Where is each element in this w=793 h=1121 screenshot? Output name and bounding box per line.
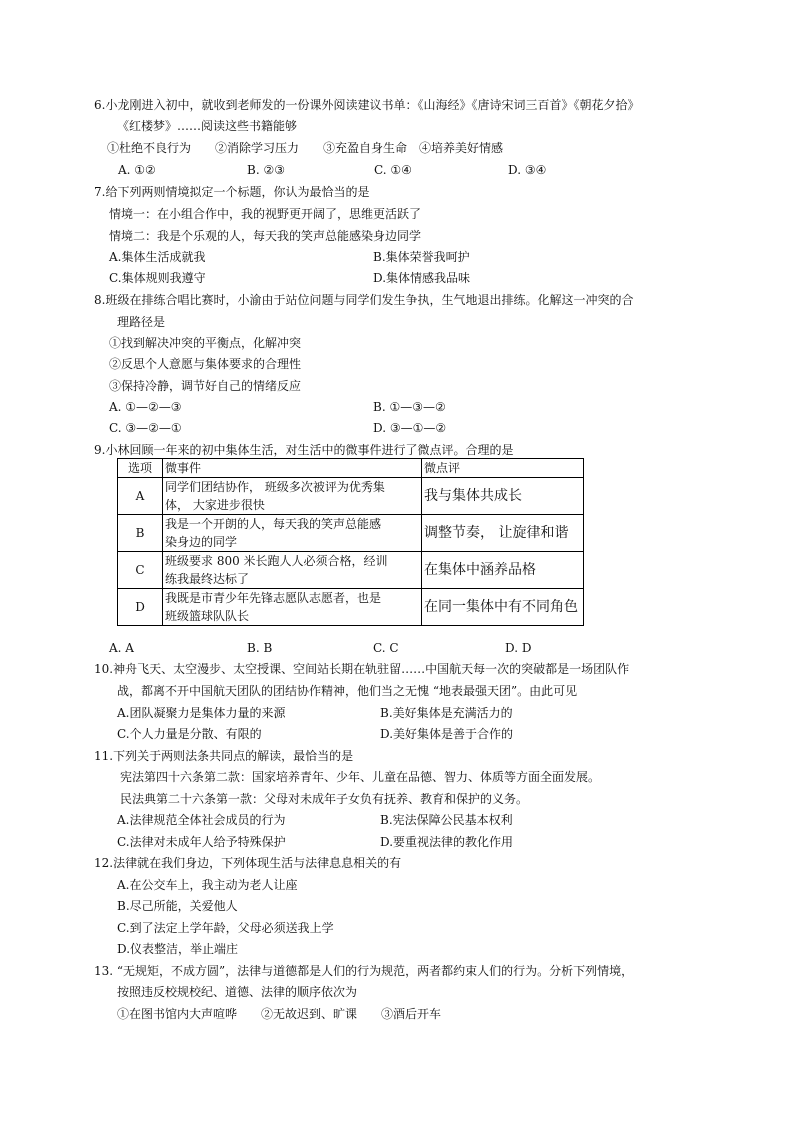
- q11-option-d: D.要重视法律的教化作用: [380, 835, 514, 849]
- q7-stem: 7.给下列两则情境拟定一个标题，你认为最恰当的是: [94, 185, 370, 199]
- table-row: [118, 515, 584, 552]
- q9-option-a: A. A: [109, 641, 134, 655]
- q7-situation-2: 情境二：我是个乐观的人，每天我的笑声总能感染身边同学: [109, 229, 422, 243]
- q10-option-d: D.美好集体是善于合作的: [380, 727, 514, 741]
- q11-option-c: C.法律对未成年人给予特殊保护: [117, 835, 286, 849]
- q13-stem-line2: 按照违反校规校纪、道德、法律的顺序依次为: [117, 985, 358, 999]
- q9-row-comment: 调整节奏， 让旋律和谐: [422, 515, 584, 552]
- q6-option-c: C. ①④: [374, 163, 412, 177]
- q12-option-b: B.尽己所能，关爱他人: [117, 899, 238, 913]
- q9-table: [117, 458, 584, 626]
- q9-row-option: A: [118, 478, 163, 515]
- q7-option-c: C.集体规则我遵守: [109, 271, 206, 285]
- q9-option-c: C. C: [373, 641, 399, 655]
- q8-stem-line2: 理路径是: [117, 315, 166, 329]
- q9-row-event: 我既是市青少年先锋志愿队志愿者，也是 班级篮球队队长: [163, 589, 422, 626]
- q11-option-a: A.法律规范全体社会成员的行为: [117, 813, 286, 827]
- q6-items: ①杜绝不良行为 ②消除学习压力 ③充盈自身生命 ④培养美好情感: [107, 141, 504, 155]
- q10-option-b: B.美好集体是充满活力的: [380, 706, 513, 720]
- q12-option-d: D.仪表整洁，举止端庄: [117, 942, 239, 956]
- q6-stem-line1: 6.小龙刚进入初中，就收到老师发的一份课外阅读建议书单：《山海经》《唐诗宋词三百首》《朝花夕拾》: [94, 98, 640, 112]
- q11-stem: 11.下列关于两则法条共同点的解读，最恰当的是: [94, 749, 354, 763]
- q9-row-option: B: [118, 515, 163, 552]
- q9-row-option: C: [118, 552, 163, 589]
- q9-header-comment: 微点评: [422, 459, 584, 478]
- q9-header-option: 选项: [118, 459, 163, 478]
- q9-row-comment: 我与集体共成长: [422, 478, 584, 515]
- q9-stem: 9.小林回顾一年来的初中集体生活，对生活中的微事件进行了微点评。合理的是: [94, 443, 514, 457]
- q12-option-a: A.在公交车上，我主动为老人让座: [117, 878, 298, 892]
- q9-row-option: D: [118, 589, 163, 626]
- q9-row-event: 同学们团结协作， 班级多次被评为优秀集 体， 大家进步很快: [163, 478, 422, 515]
- q8-option-a: A. ①—②—③: [109, 400, 182, 414]
- q12-option-c: C.到了法定上学年龄，父母必须送我上学: [117, 921, 334, 935]
- q8-option-d: D. ③—①—②: [373, 421, 447, 435]
- q8-option-c: C. ③—②—①: [109, 421, 182, 435]
- q8-option-b: B. ①—③—②: [373, 400, 446, 414]
- q8-stem-line1: 8.班级在排练合唱比赛时，小渝由于站位问题与同学们发生争执，生气地退出排练。化解这一冲突的合: [94, 293, 634, 307]
- q6-stem-line2: 《红楼梦》……阅读这些书籍能够: [117, 119, 298, 133]
- q9-row-event: 班级要求 800 米长跑人人必须合格，经训 练我最终达标了: [163, 552, 422, 589]
- q10-option-c: C.个人力量是分散、有限的: [117, 727, 262, 741]
- q9-row-comment: 在同一集体中有不同角色: [422, 589, 584, 626]
- q13-stem-line1: 13. “无规矩，不成方圆”，法律与道德都是人们的行为规范，两者都约束人们的行为。分析下列情境，: [94, 964, 634, 978]
- q11-law-1: 宪法第四十六条第二款：国家培养青年、少年、儿童在品德、智力、体质等方面全面发展。: [120, 770, 601, 784]
- q8-item-2: ②反思个人意愿与集体要求的合理性: [109, 357, 302, 371]
- q9-header-event: 微事件: [163, 459, 422, 478]
- q11-law-2: 民法典第二十六条第一款：父母对未成年子女负有抚养、教育和保护的义务。: [120, 792, 529, 806]
- table-row: [118, 478, 584, 515]
- table-row: [118, 589, 584, 626]
- q6-option-b: B. ②③: [247, 163, 285, 177]
- q7-option-d: D.集体情感我品味: [373, 271, 471, 285]
- q6-option-d: D. ③④: [508, 163, 547, 177]
- q13-items: ①在图书馆内大声喧哗 ②无故迟到、旷课 ③酒后开车: [117, 1007, 442, 1021]
- q10-stem-line1: 10.神舟飞天、太空漫步、太空授课、空间站长期在轨驻留……中国航天每一次的突破都是一场团队作: [94, 662, 630, 676]
- q12-stem: 12.法律就在我们身边，下列体现生活与法律息息相关的有: [94, 856, 402, 870]
- q9-row-event: 我是一个开朗的人，每天我的笑声总能感 染身边的同学: [163, 515, 422, 552]
- q9-table-header: [118, 459, 584, 478]
- q10-stem-line2: 战，都离不开中国航天团队的团结协作精神，他们当之无愧 “地表最强天团”。由此可见: [117, 684, 578, 698]
- q7-option-b: B.集体荣誉我呵护: [373, 250, 470, 264]
- q6-option-a: A. ①②: [118, 163, 156, 177]
- q11-option-b: B.宪法保障公民基本权利: [380, 813, 513, 827]
- q8-item-3: ③保持冷静，调节好自己的情绪反应: [109, 379, 302, 393]
- q9-option-d: D. D: [505, 641, 532, 655]
- q7-option-a: A.集体生活成就我: [109, 250, 206, 264]
- q10-option-a: A.团队凝聚力是集体力量的来源: [117, 706, 286, 720]
- q9-option-b: B. B: [247, 641, 273, 655]
- q7-situation-1: 情境一：在小组合作中，我的视野更开阔了，思维更活跃了: [109, 207, 422, 221]
- q9-row-comment: 在集体中涵养品格: [422, 552, 584, 589]
- table-row: [118, 552, 584, 589]
- q8-item-1: ①找到解决冲突的平衡点，化解冲突: [109, 336, 302, 350]
